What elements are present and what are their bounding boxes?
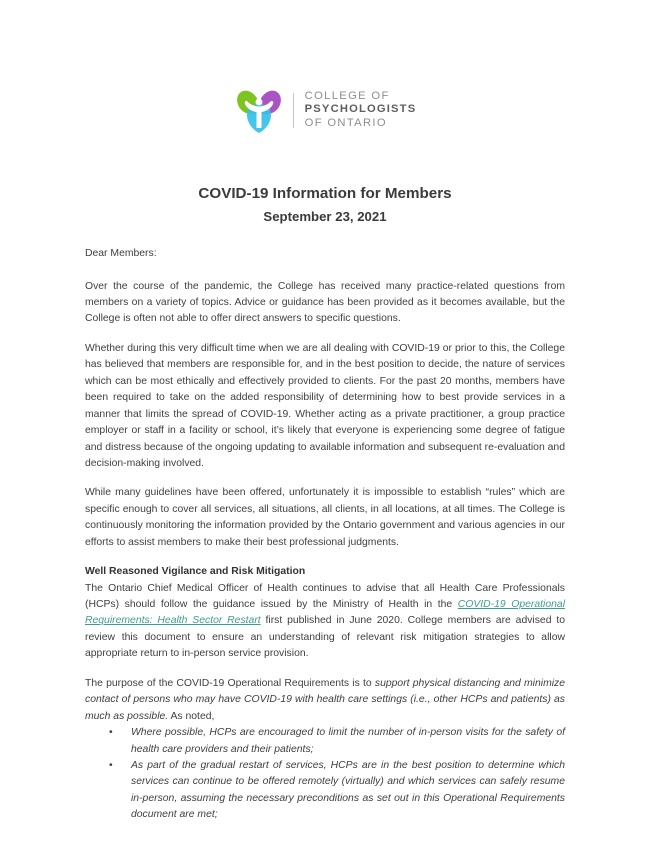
purpose-lead-plain: The purpose of the COVID-19 Operational Requirements is to bbox=[85, 677, 375, 689]
section-paragraph-vigilance bbox=[85, 581, 565, 663]
college-wordmark bbox=[303, 90, 417, 130]
list-item: • As part of the gradual restart of services, HCPs are in the best position to determine which services can continue to be offered remotely (virtually) and which services can safely resume in-person, assuming the necessary preconditions as set out in this Operational Requirements document are met; bbox=[85, 758, 565, 824]
wordmark-line-college-of: COLLEGE OF bbox=[304, 90, 390, 103]
covid-operational-requirements-link[interactable]: COVID-19 Operational Requirements: Health Sector Restart bbox=[85, 599, 565, 627]
purpose-lead-italic: support physical distancing and minimize contact of persons who may have COVID-19 with health care settings (i.e., other HCPs and patients) as much as possible. bbox=[85, 677, 566, 722]
list-item: • Where possible, HCPs are encouraged to limit the number of in-person visits for the safety of health care providers and their patients; bbox=[85, 725, 565, 758]
document-masthead bbox=[0, 0, 650, 134]
paragraph-1: Over the course of the pandemic, the College has received many practice-related questions from members on a variety of topics. Advice or guidance has been provided as it becomes available, but the College is often not able to offer direct answers to specific questions. bbox=[85, 280, 565, 325]
document-body bbox=[85, 226, 565, 824]
paragraph-2: Whether during this very difficult time when we are all dealing with COVID-19 or prior to this, the College has believed that members are responsible for, and in the best position to decide, the nature of services which can be most ethically and effectively provided to clients. For the past 20 months, members have been required to take on the added responsibility of determining how to best provide services in a manner that limits the spread of COVID-19. Whether acting as a private practitioner, a group practice employer or staff in a facility or school, it’s likely that everyone is experiencing some degree of fatigue and distress because of the ongoing updating to available information and subsequent re-evaluation and decision-making involved. bbox=[85, 342, 565, 469]
section-heading-vigilance: Well Reasoned Vigilance and Risk Mitigation bbox=[85, 566, 306, 578]
document-date: September 23, 2021 bbox=[263, 209, 387, 225]
title-block bbox=[0, 183, 650, 226]
purpose-bullet-list bbox=[85, 725, 565, 824]
purpose-paragraph bbox=[85, 676, 565, 725]
college-logo-lockup bbox=[234, 86, 417, 134]
college-of-psychologists-trillium-logo-icon bbox=[234, 86, 284, 134]
paragraph-3: While many guidelines have been offered, unfortunately it is impossible to establish “rules” which are specific enough to cover all services, all situations, all clients, in all locations, at all times. The College is continuously monitoring the information provided by the Ontario government and various agencies in our efforts to assist members to make their best professional judgments. bbox=[85, 487, 565, 548]
document-title: COVID-19 Information for Members bbox=[198, 185, 452, 202]
purpose-lead-tail: As noted, bbox=[168, 710, 215, 722]
wordmark-line-of-ontario: OF ONTARIO bbox=[304, 116, 387, 129]
logo-divider bbox=[293, 93, 294, 128]
section-text-after-link: first published in June 2020. College members are advised to review this document to ensure an understanding of relevant risk mitigation strategies to allow appropriate return to in-person service provision. bbox=[85, 615, 565, 660]
wordmark-line-psychologists: PSYCHOLOGISTS bbox=[304, 103, 417, 116]
salutation: Dear Members: bbox=[85, 248, 157, 260]
section-text-before-link: The Ontario Chief Medical Officer of Health continues to advise that all Health Care Professionals (HCPs) should follow the guidance issued by the Ministry of Health in the bbox=[85, 582, 565, 611]
